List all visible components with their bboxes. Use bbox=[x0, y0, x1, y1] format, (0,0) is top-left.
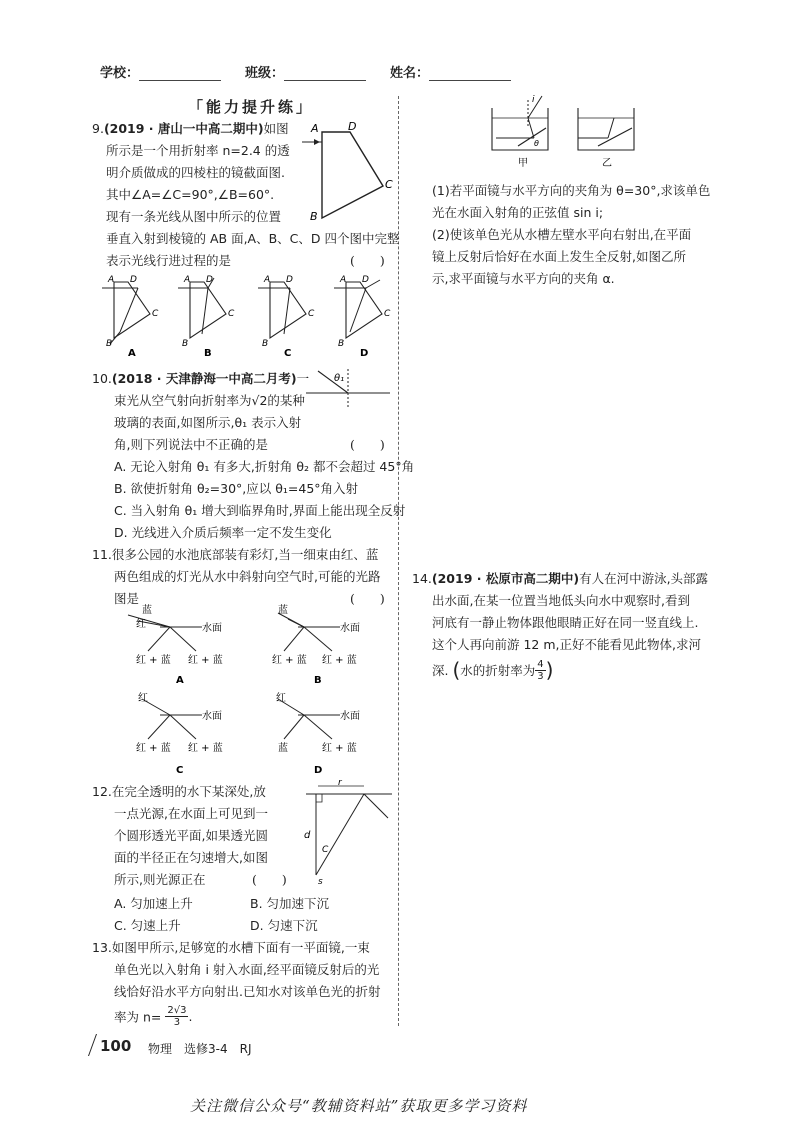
q9-line-1 bbox=[92, 118, 289, 140]
svg-text:蓝: 蓝 bbox=[278, 605, 288, 616]
class-field bbox=[245, 62, 366, 81]
svg-text:红 + 蓝: 红 + 蓝 bbox=[136, 655, 171, 666]
svg-text:水面: 水面 bbox=[340, 623, 360, 634]
q9-option-b-figure bbox=[178, 275, 235, 359]
q11-text-0: 很多公园的水池底部装有彩灯,当一细束由红、蓝 bbox=[111, 547, 379, 562]
bottom-note: 关注微信公众号“教辅资料站”获取更多学习资料 bbox=[190, 1097, 528, 1115]
prism-label-c: C bbox=[385, 178, 393, 191]
q10-option-b[interactable]: B. 欲使折射角 θ₂=30°,应以 θ₁=45°角入射 bbox=[114, 481, 359, 496]
svg-text:B: B bbox=[106, 339, 113, 349]
q11-text-2: 图是 bbox=[114, 591, 140, 606]
ray-arrow-icon bbox=[314, 139, 320, 145]
svg-text:红 + 蓝: 红 + 蓝 bbox=[188, 655, 223, 666]
q10-answer-paren[interactable]: ( ) bbox=[350, 437, 385, 452]
q9-text-4: 现有一条光线从图中所示的位置 bbox=[106, 209, 282, 224]
q14-paren-text: 水的折射率为 bbox=[460, 663, 536, 678]
q13-sub1-line-1: 光在水面入射角的正弦值 sin i; bbox=[432, 205, 604, 220]
svg-text:B: B bbox=[338, 339, 345, 349]
q13-text-1: 单色光以入射角 i 射入水面,经平面镜反射后的光 bbox=[114, 962, 380, 977]
q9-option-d-figure bbox=[334, 275, 391, 359]
q12-text-0: 在完全透明的水下某深处,放 bbox=[111, 784, 266, 799]
q13-sub2-line-0: (2)使该单色光从水槽左壁水平向右射出,在平面 bbox=[432, 227, 692, 242]
q13-sub2-line-1: 镜上反射后恰好在水面上发生全反射,如图乙所 bbox=[432, 249, 686, 264]
svg-text:红 + 蓝: 红 + 蓝 bbox=[322, 743, 357, 754]
name-field bbox=[390, 62, 511, 81]
q9-option-figures bbox=[98, 275, 391, 362]
svg-text:C: C bbox=[384, 309, 391, 319]
q11-opt-b-label: B bbox=[314, 675, 322, 686]
q12-option-b[interactable]: B. 匀加速下沉 bbox=[250, 896, 330, 911]
prism-label-b: B bbox=[310, 210, 318, 223]
q9-opt-a-label: A bbox=[128, 348, 136, 359]
q9-answer-paren[interactable]: ( ) bbox=[350, 253, 385, 268]
q9-opt-d-label: D bbox=[360, 348, 369, 359]
q14-frac-num: 4 bbox=[537, 658, 544, 670]
footer-slash bbox=[88, 1034, 99, 1056]
q13-sub1-line-0: (1)若平面镜与水平方向的夹角为 θ=30°,求该单色 bbox=[432, 183, 711, 198]
q13-frac-num: 2√3 bbox=[167, 1005, 187, 1016]
q13-figures bbox=[488, 92, 648, 174]
page-number: 100 bbox=[100, 1037, 132, 1055]
q10-text-0: 一 bbox=[296, 371, 310, 386]
svg-text:B: B bbox=[262, 339, 269, 349]
q11-opt-d-label: D bbox=[314, 765, 323, 776]
source-label: s bbox=[318, 877, 323, 887]
q14-text-3: 这个人再向前游 12 m,正好不能看见此物体,求河 bbox=[432, 637, 701, 652]
svg-text:A: A bbox=[340, 275, 347, 285]
svg-text:C: C bbox=[308, 309, 315, 319]
svg-text:A: A bbox=[264, 275, 271, 285]
q10-line-1 bbox=[92, 368, 309, 390]
q12-number: 12. bbox=[92, 784, 112, 799]
svg-text:蓝: 蓝 bbox=[278, 743, 288, 754]
q10-number: 10. bbox=[92, 371, 112, 386]
q9-text-3: 其中∠A=∠C=90°,∠B=60°. bbox=[106, 187, 275, 202]
school-blank[interactable] bbox=[139, 66, 221, 81]
critical-ray bbox=[316, 794, 364, 875]
q9-option-a-figure bbox=[102, 275, 159, 359]
svg-text:蓝: 蓝 bbox=[142, 605, 152, 616]
figure-yi-label: 乙 bbox=[602, 158, 612, 169]
q13-sub2-line-2: 示,求平面镜与水平方向的夹角 α. bbox=[432, 271, 615, 286]
q14-number: 14. bbox=[412, 571, 432, 586]
q12-text-1: 一点光源,在水面上可见到一 bbox=[114, 806, 268, 821]
svg-text:红 + 蓝: 红 + 蓝 bbox=[188, 743, 223, 754]
q9-text-5: 垂直入射到棱镜的 AB 面,A、B、C、D 四个图中完整 bbox=[106, 231, 400, 246]
name-blank[interactable] bbox=[429, 66, 511, 81]
q11-option-b-figure bbox=[272, 603, 360, 686]
q11-opt-c-label: C bbox=[176, 765, 184, 776]
q11-option-figures bbox=[110, 605, 380, 775]
footer-subject: 物理 选修3-4 RJ bbox=[148, 1042, 252, 1056]
svg-text:D: D bbox=[130, 275, 137, 285]
q11-option-d-figure bbox=[276, 692, 360, 776]
svg-text:D: D bbox=[206, 275, 213, 285]
svg-text:水面: 水面 bbox=[202, 623, 222, 634]
svg-text:B: B bbox=[182, 339, 189, 349]
q11-line-1 bbox=[92, 544, 378, 566]
q14-fraction bbox=[535, 659, 545, 682]
svg-text:D: D bbox=[286, 275, 293, 285]
q10-figure bbox=[306, 365, 391, 410]
q9-prism-figure bbox=[300, 120, 395, 225]
q13-text-0: 如图甲所示,足够宽的水槽下面有一平面镜,一束 bbox=[111, 940, 370, 955]
q12-text-2: 个圆形透光平面,如果透光圆 bbox=[114, 828, 268, 843]
figure-jia-label: 甲 bbox=[518, 158, 528, 169]
q12-option-c[interactable]: C. 匀速上升 bbox=[114, 918, 181, 933]
prism-label-d: D bbox=[348, 120, 357, 133]
q9-option-c-figure bbox=[258, 275, 315, 359]
q9-text-1: 所示是一个用折射率 n=2.4 的透 bbox=[106, 143, 290, 158]
q11-number: 11. bbox=[92, 547, 112, 562]
q12-figure bbox=[296, 780, 394, 888]
svg-text:C: C bbox=[152, 309, 159, 319]
q12-option-a[interactable]: A. 匀加速上升 bbox=[114, 896, 193, 911]
q10-text-2: 玻璃的表面,如图所示,θ₁ 表示入射 bbox=[114, 415, 302, 430]
q12-text-4: 所示,则光源正在 bbox=[114, 872, 206, 887]
section-title: 「能力提升练」 bbox=[188, 98, 315, 116]
prism-label-a: A bbox=[311, 122, 319, 135]
q14-text-2: 河底有一静止物体跟他眼睛正好在同一竖直线上. bbox=[432, 615, 699, 630]
svg-text:红: 红 bbox=[138, 693, 148, 704]
q9-source: (2019 · 唐山一中高二期中) bbox=[103, 121, 264, 136]
q11-opt-a-label: A bbox=[176, 675, 184, 686]
q10-option-c[interactable]: C. 当入射角 θ₁ 增大到临界角时,界面上能出现全反射 bbox=[114, 503, 406, 518]
svg-text:红 + 蓝: 红 + 蓝 bbox=[272, 655, 307, 666]
radius-label: r bbox=[338, 778, 342, 788]
critical-angle-label: C bbox=[322, 845, 329, 855]
q12-text-3: 面的半径正在匀速增大,如图 bbox=[114, 850, 268, 865]
q9-opt-b-label: B bbox=[204, 348, 212, 359]
svg-text:D: D bbox=[362, 275, 369, 285]
class-label: 班级： bbox=[245, 66, 285, 81]
school-label: 学校： bbox=[100, 66, 140, 81]
q9-number: 9. bbox=[92, 121, 104, 136]
svg-text:水面: 水面 bbox=[202, 711, 222, 722]
prism-outline bbox=[322, 132, 383, 218]
class-blank[interactable] bbox=[284, 66, 366, 81]
svg-text:红: 红 bbox=[276, 693, 286, 704]
q10-text-1: 束光从空气射向折射率为√2的某种 bbox=[114, 393, 305, 408]
theta-label: θ bbox=[534, 139, 539, 148]
q10-option-d[interactable]: D. 光线进入介质后频率一定不发生变化 bbox=[114, 525, 332, 540]
q11-option-a-figure bbox=[128, 603, 223, 686]
q14-prefix: 深. bbox=[432, 663, 449, 678]
svg-text:A: A bbox=[184, 275, 191, 285]
q10-source: (2018 · 天津静海一中高二月考) bbox=[111, 371, 297, 386]
svg-text:红 + 蓝: 红 + 蓝 bbox=[322, 655, 357, 666]
q13-text-3: 率为 n= $\frac{2√3}{3}$ . bbox=[114, 1005, 193, 1028]
depth-label: d bbox=[304, 830, 311, 841]
q9-text-2: 明介质做成的四棱柱的镜截面图. bbox=[106, 165, 285, 180]
q13-line-1 bbox=[92, 937, 370, 959]
q10-option-a[interactable]: A. 无论入射角 θ₁ 有多大,折射角 θ₂ 都不会超过 45°角 bbox=[114, 459, 415, 474]
q13-prefix: 率为 n= bbox=[114, 1009, 162, 1025]
svg-text:红 + 蓝: 红 + 蓝 bbox=[136, 743, 171, 754]
theta-label: θ₁ bbox=[334, 373, 345, 384]
svg-text:红: 红 bbox=[136, 619, 146, 630]
q13-figure-jia bbox=[492, 95, 548, 169]
q14-text-1: 出水面,在某一位置当地低头向水中观察时,看到 bbox=[432, 593, 690, 608]
q13-number: 13. bbox=[92, 940, 112, 955]
q14-line-1 bbox=[412, 568, 708, 590]
q11-option-c-figure bbox=[136, 692, 223, 776]
q9-opt-c-label: C bbox=[284, 348, 292, 359]
q9-text-6: 表示光线行进过程的是 bbox=[106, 253, 232, 268]
q10-text-3: 角,则下列说法中不正确的是 bbox=[114, 437, 268, 452]
svg-text:A: A bbox=[108, 275, 115, 285]
svg-text:C: C bbox=[228, 309, 235, 319]
q12-option-d[interactable]: D. 匀速下沉 bbox=[250, 918, 318, 933]
q14-text-0: 有人在河中游泳,头部露 bbox=[579, 571, 709, 586]
q13-figure-yi bbox=[578, 108, 634, 169]
q14-text-4: 深. (水的折射率为 $\frac{4}{3}$ ) bbox=[432, 658, 554, 682]
q14-source: (2019 · 松原市高二期中) bbox=[431, 571, 580, 586]
q12-line-1 bbox=[92, 781, 266, 803]
name-label: 姓名： bbox=[390, 66, 430, 81]
svg-text:水面: 水面 bbox=[340, 711, 360, 722]
q13-text-2: 线恰好沿水平方向射出.已知水对该单色光的折射 bbox=[114, 984, 381, 999]
q9-text-0: 如图 bbox=[263, 121, 289, 136]
q11-text-1: 两色组成的灯光从水中斜射向空气时,可能的光路 bbox=[114, 569, 381, 584]
q11-answer-paren[interactable]: ( ) bbox=[350, 591, 385, 606]
q12-answer-paren[interactable]: ( ) bbox=[252, 872, 287, 887]
q13-fraction bbox=[165, 1005, 188, 1028]
school-field bbox=[100, 62, 221, 81]
incident-angle-label: i bbox=[532, 95, 535, 105]
q14-frac-den: 3 bbox=[537, 670, 544, 682]
q13-frac-den: 3 bbox=[173, 1017, 181, 1028]
